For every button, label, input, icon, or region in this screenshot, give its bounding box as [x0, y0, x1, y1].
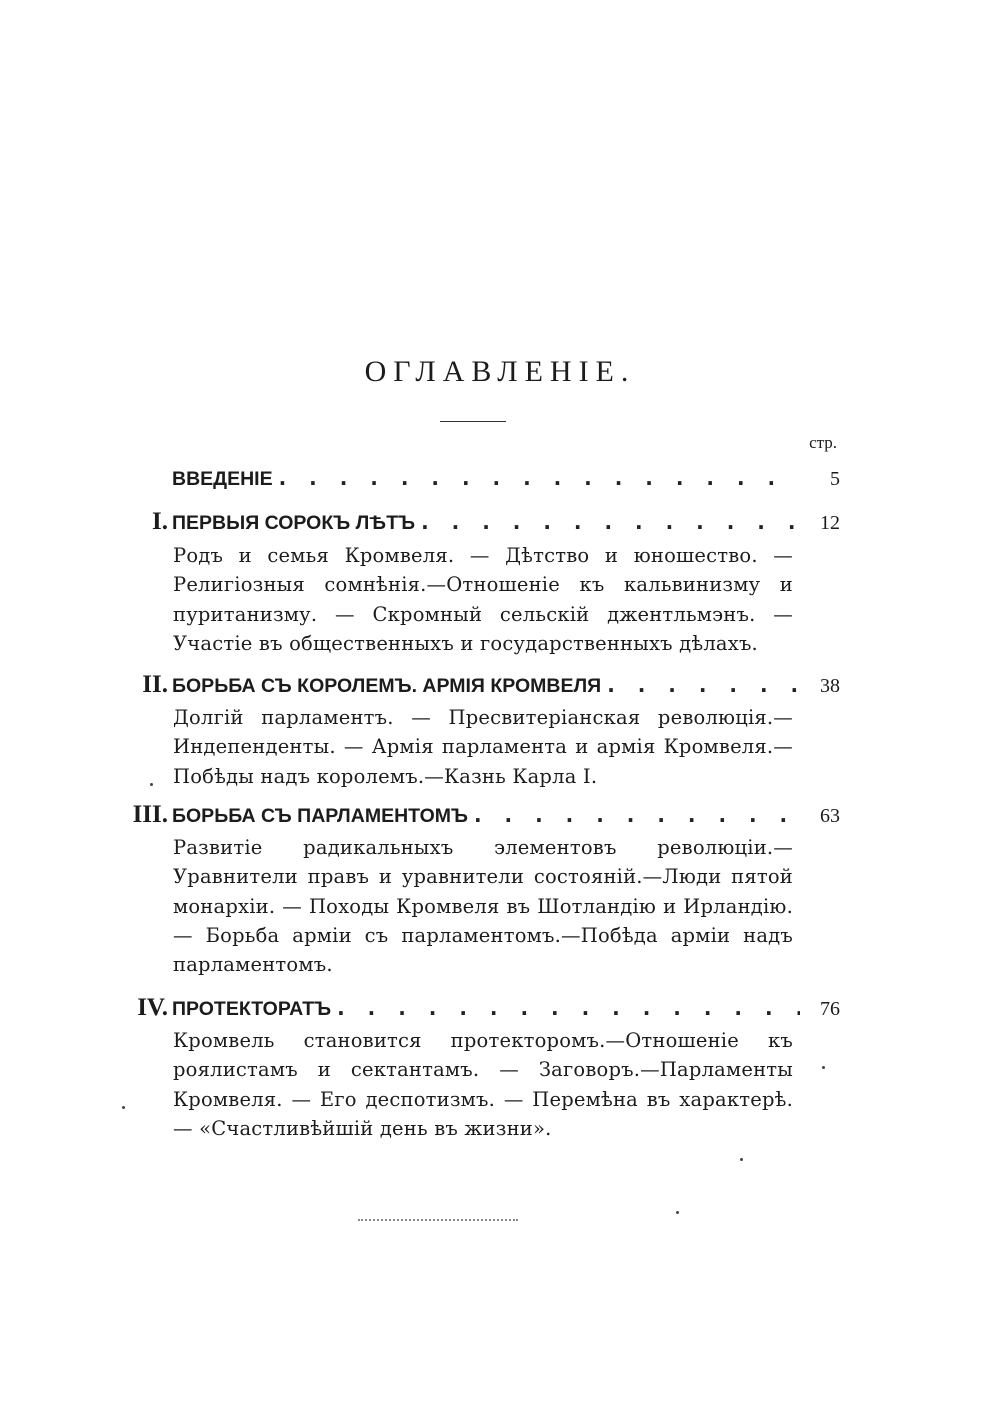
- print-speck: [740, 1158, 743, 1161]
- dot-leader: [474, 803, 800, 827]
- entry-page-number: 12: [820, 512, 840, 534]
- dot-leader: [279, 466, 800, 490]
- entry-page-number: 5: [830, 468, 840, 490]
- dot-leader: [337, 996, 800, 1020]
- entry-page-number: 38: [820, 675, 840, 697]
- toc-entry-chapter-2[interactable]: [100, 671, 840, 705]
- entry-description: Родъ и семья Кромвеля. — Дѣтство и юношество. — Религiозныя сомнѣнiя.—Отношенiе къ кальвинизму и пуританизму. — Скромный сельскiй джентльмэнъ. — Участiе въ общественныхъ и государственныхъ дѣлахъ.: [173, 544, 793, 655]
- entry-description: Развитiе радикальныхъ элементовъ революцiи.—Уравнители правъ и уравнители состоянiй.—Люди пятой монархiи. — Походы Кромвеля въ Шотландiю и Ирландiю. — Борьба армiи съ парламентомъ.—Побѣда армiи надъ парламентомъ.: [173, 836, 793, 977]
- entry-heading: БОРЬБА СЪ КОРОЛЕМЪ. АРМIЯ КРОМВЕЛЯ: [172, 675, 602, 697]
- entry-numeral: II.: [142, 671, 168, 698]
- print-speck: [150, 783, 153, 786]
- page-column-label: стр.: [809, 433, 837, 452]
- entry-heading: ВВЕДЕНIЕ: [172, 468, 273, 490]
- entry-description: Кромвель становится протекторомъ.—Отношенiе къ роялистамъ и сектантамъ. — Заговоръ.—Парламенты Кромвеля. — Его деспотизмъ. — Перемѣна въ характерѣ. — «Счастливѣйшiй день въ жизни».: [173, 1029, 793, 1140]
- bottom-divider: [358, 1219, 518, 1221]
- page-title: ОГЛАВЛЕНIЕ.: [364, 355, 636, 389]
- print-speck: [676, 1211, 679, 1214]
- dot-leader: [607, 673, 800, 697]
- toc-entry-chapter-4[interactable]: [100, 994, 840, 1028]
- entry-numeral: III.: [132, 801, 168, 828]
- entry-heading: ПЕРВЫЯ СОРОКЪ ЛѢТЪ: [172, 512, 416, 534]
- dot-leader: [421, 510, 800, 534]
- entry-numeral: I.: [152, 508, 168, 535]
- toc-entry-introduction[interactable]: [100, 466, 840, 500]
- entry-numeral: IV.: [137, 994, 168, 1021]
- toc-entry-chapter-1[interactable]: [100, 508, 840, 542]
- entry-heading: БОРЬБА СЪ ПАРЛАМЕНТОМЪ: [172, 805, 468, 827]
- toc-entry-chapter-3[interactable]: [100, 801, 840, 835]
- entry-heading: ПРОТЕКТОРАТЪ: [172, 998, 332, 1020]
- print-speck: [822, 1066, 825, 1069]
- entry-page-number: 63: [820, 805, 840, 827]
- entry-description: Долгiй парламентъ. — Пресвитерiанская революцiя.—Индепенденты. — Армiя парламента и армiя Кромвеля.—Побѣды надъ королемъ.—Казнь Карла I.: [173, 706, 793, 788]
- entry-page-number: 76: [820, 998, 840, 1020]
- print-speck: [122, 1106, 125, 1109]
- title-rule: [440, 421, 506, 422]
